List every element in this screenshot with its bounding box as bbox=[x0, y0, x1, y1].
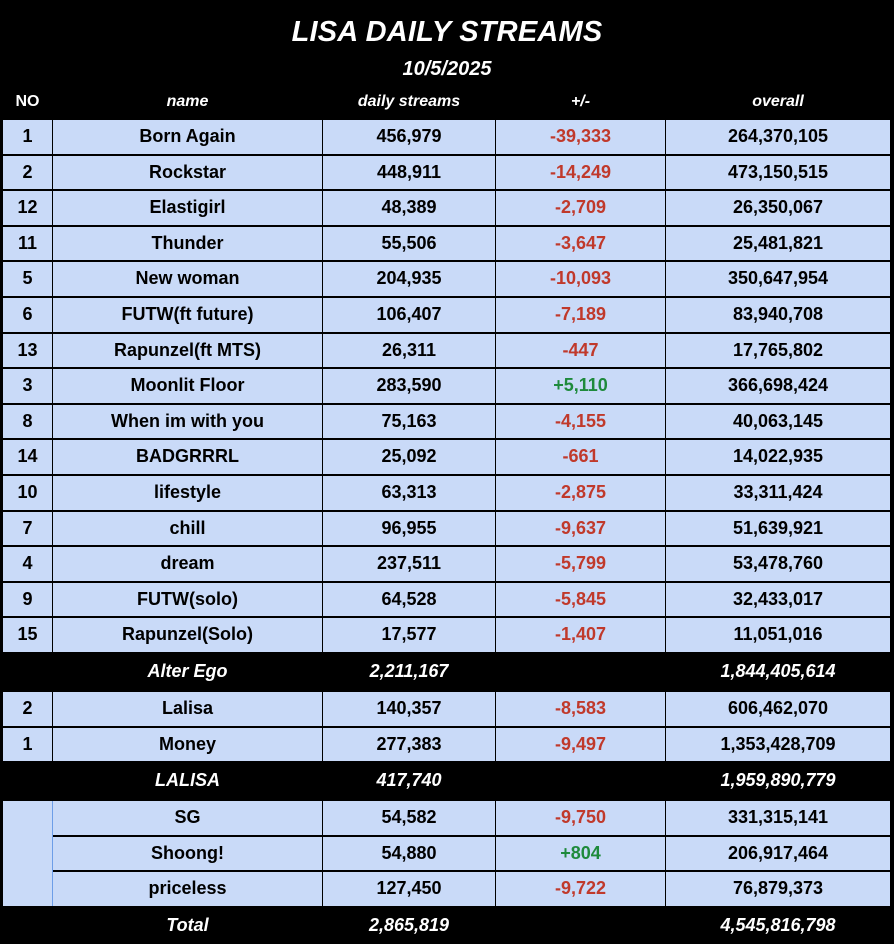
table-row bbox=[0, 297, 894, 332]
song-name: lifestyle bbox=[153, 482, 222, 502]
rank: 9 bbox=[22, 588, 33, 609]
total-daily-streams: 2,211,167 bbox=[369, 661, 449, 681]
change: -5,799 bbox=[554, 553, 607, 574]
change: -9,750 bbox=[554, 807, 607, 828]
header-row bbox=[0, 84, 894, 119]
song-name: BADGRRRL bbox=[136, 446, 239, 467]
overall-streams: 26,350,067 bbox=[732, 197, 824, 218]
overall-streams: 264,370,105 bbox=[727, 126, 829, 146]
header-overall: overall bbox=[752, 93, 804, 110]
table-row bbox=[0, 617, 894, 652]
rank: 7 bbox=[22, 517, 33, 538]
overall-streams: 11,051,016 bbox=[733, 624, 823, 645]
change: +804 bbox=[560, 842, 601, 863]
daily-streams: 54,880 bbox=[381, 842, 437, 863]
song-name: chill bbox=[169, 517, 206, 538]
change: -7,189 bbox=[554, 304, 607, 324]
song-name: New woman bbox=[135, 268, 240, 289]
rank: 3 bbox=[22, 375, 33, 396]
change: -4,155 bbox=[554, 410, 607, 431]
daily-streams: 26,311 bbox=[381, 339, 437, 360]
daily-streams: 25,092 bbox=[381, 446, 437, 467]
song-name: Moonlit Floor bbox=[130, 375, 245, 396]
daily-streams: 63,313 bbox=[381, 482, 437, 502]
table-row bbox=[0, 546, 894, 581]
overall-streams: 1,353,428,709 bbox=[720, 733, 836, 754]
daily-streams: 75,163 bbox=[381, 410, 437, 431]
table-row bbox=[0, 511, 894, 546]
total-overall-streams: 4,545,816,798 bbox=[720, 915, 836, 935]
overall-streams: 32,433,017 bbox=[732, 588, 824, 609]
change: -661 bbox=[562, 446, 599, 467]
rank: 4 bbox=[22, 553, 33, 574]
overall-streams: 33,311,424 bbox=[733, 482, 823, 502]
daily-streams: 456,979 bbox=[376, 126, 442, 146]
song-name: When im with you bbox=[111, 410, 264, 431]
song-name: Thunder bbox=[151, 232, 224, 253]
change: -5,845 bbox=[554, 588, 607, 609]
daily-streams: 127,450 bbox=[376, 878, 442, 899]
header-no: NO bbox=[15, 93, 40, 110]
song-name: Rapunzel(ft MTS) bbox=[114, 339, 261, 360]
change: +5,110 bbox=[553, 375, 608, 396]
rank: 8 bbox=[22, 410, 33, 431]
daily-streams: 55,506 bbox=[381, 232, 437, 253]
overall-streams: 51,639,921 bbox=[732, 517, 824, 538]
total-daily-streams: 417,740 bbox=[376, 770, 442, 791]
rank: 6 bbox=[22, 304, 33, 324]
overall-streams: 17,765,802 bbox=[732, 339, 824, 360]
table-title: LISA DAILY STREAMS bbox=[291, 16, 603, 48]
overall-streams: 331,315,141 bbox=[727, 807, 829, 828]
change: -2,709 bbox=[554, 197, 607, 218]
overall-streams: 206,917,464 bbox=[727, 842, 829, 863]
table-row bbox=[0, 582, 894, 617]
table-row bbox=[0, 119, 894, 154]
rank: 2 bbox=[22, 161, 33, 182]
rank: 1 bbox=[22, 126, 33, 146]
rank: 5 bbox=[22, 268, 33, 289]
song-name: Rockstar bbox=[148, 161, 227, 182]
daily-streams: 204,935 bbox=[376, 268, 442, 289]
overall-streams: 606,462,070 bbox=[727, 698, 829, 718]
rank: 2 bbox=[22, 698, 33, 718]
song-name: Money bbox=[158, 733, 216, 754]
daily-streams: 17,577 bbox=[381, 624, 437, 645]
overall-streams: 76,879,373 bbox=[732, 878, 824, 899]
daily-streams: 277,383 bbox=[376, 733, 442, 754]
table-row bbox=[0, 368, 894, 403]
table-row bbox=[0, 261, 894, 296]
song-name: Elastigirl bbox=[149, 197, 226, 218]
rank: 11 bbox=[17, 232, 38, 253]
overall-streams: 366,698,424 bbox=[727, 375, 829, 396]
overall-streams: 25,481,821 bbox=[732, 232, 824, 253]
change: -2,875 bbox=[554, 482, 607, 502]
change: -8,583 bbox=[554, 698, 607, 718]
table-row bbox=[0, 333, 894, 368]
daily-streams: 54,582 bbox=[381, 807, 437, 828]
daily-streams: 106,407 bbox=[376, 304, 442, 324]
rank: 1 bbox=[22, 733, 33, 754]
rank: 10 bbox=[17, 482, 38, 502]
rank: 12 bbox=[17, 197, 38, 218]
daily-streams: 48,389 bbox=[381, 197, 437, 218]
song-name: dream bbox=[160, 553, 215, 574]
rank: 14 bbox=[17, 446, 38, 467]
table-row bbox=[0, 691, 894, 726]
song-name: Shoong! bbox=[151, 842, 224, 863]
table-row bbox=[0, 727, 894, 762]
song-name: Lalisa bbox=[161, 698, 214, 718]
overall-streams: 473,150,515 bbox=[727, 161, 829, 182]
daily-streams: 96,955 bbox=[381, 517, 437, 538]
change: -39,333 bbox=[549, 126, 612, 146]
total-overall-streams: 1,959,890,779 bbox=[720, 770, 836, 791]
grand-total-row bbox=[0, 908, 894, 943]
daily-streams: 283,590 bbox=[376, 375, 442, 396]
daily-streams: 448,911 bbox=[376, 161, 442, 182]
change: -3,647 bbox=[554, 232, 607, 253]
song-name: Rapunzel(Solo) bbox=[122, 624, 253, 645]
daily-streams: 237,511 bbox=[376, 553, 442, 574]
album-name: Total bbox=[166, 915, 209, 935]
overall-streams: 40,063,145 bbox=[732, 410, 824, 431]
change: -447 bbox=[562, 339, 599, 360]
total-overall-streams: 1,844,405,614 bbox=[720, 661, 836, 681]
change: -9,637 bbox=[554, 517, 607, 538]
song-name: FUTW(solo) bbox=[137, 588, 238, 609]
table-row bbox=[0, 155, 894, 190]
change: -10,093 bbox=[549, 268, 612, 289]
overall-streams: 350,647,954 bbox=[727, 268, 829, 289]
daily-streams: 64,528 bbox=[381, 588, 437, 609]
total-daily-streams: 2,865,819 bbox=[368, 915, 450, 935]
album-total-row bbox=[0, 763, 894, 798]
song-name: SG bbox=[174, 807, 201, 828]
change: -9,722 bbox=[554, 878, 607, 899]
overall-streams: 14,022,935 bbox=[732, 446, 824, 467]
overall-streams: 53,478,760 bbox=[732, 553, 824, 574]
album-name: Alter Ego bbox=[147, 661, 228, 681]
table-date: 10/5/2025 bbox=[402, 58, 492, 80]
song-name: priceless bbox=[148, 878, 227, 899]
header-name: name bbox=[166, 93, 209, 110]
daily-streams: 140,357 bbox=[376, 698, 442, 718]
table-row bbox=[0, 475, 894, 510]
song-name: Born Again bbox=[139, 126, 236, 146]
rank: 15 bbox=[17, 624, 38, 645]
header-daily-streams: daily streams bbox=[357, 93, 461, 110]
change: -14,249 bbox=[549, 161, 612, 182]
table-row bbox=[0, 836, 894, 871]
table-row bbox=[0, 190, 894, 225]
table-row bbox=[0, 871, 894, 906]
table-row bbox=[0, 439, 894, 474]
change: -1,407 bbox=[554, 624, 607, 645]
album-name: LALISA bbox=[155, 770, 220, 791]
table-row bbox=[0, 800, 894, 835]
change: -9,497 bbox=[554, 733, 607, 754]
overall-streams: 83,940,708 bbox=[732, 304, 824, 324]
table-row bbox=[0, 226, 894, 261]
header-change: +/- bbox=[570, 93, 591, 110]
song-name: FUTW(ft future) bbox=[121, 304, 254, 324]
table-row bbox=[0, 404, 894, 439]
rank: 13 bbox=[17, 339, 38, 360]
album-total-row bbox=[0, 654, 894, 689]
